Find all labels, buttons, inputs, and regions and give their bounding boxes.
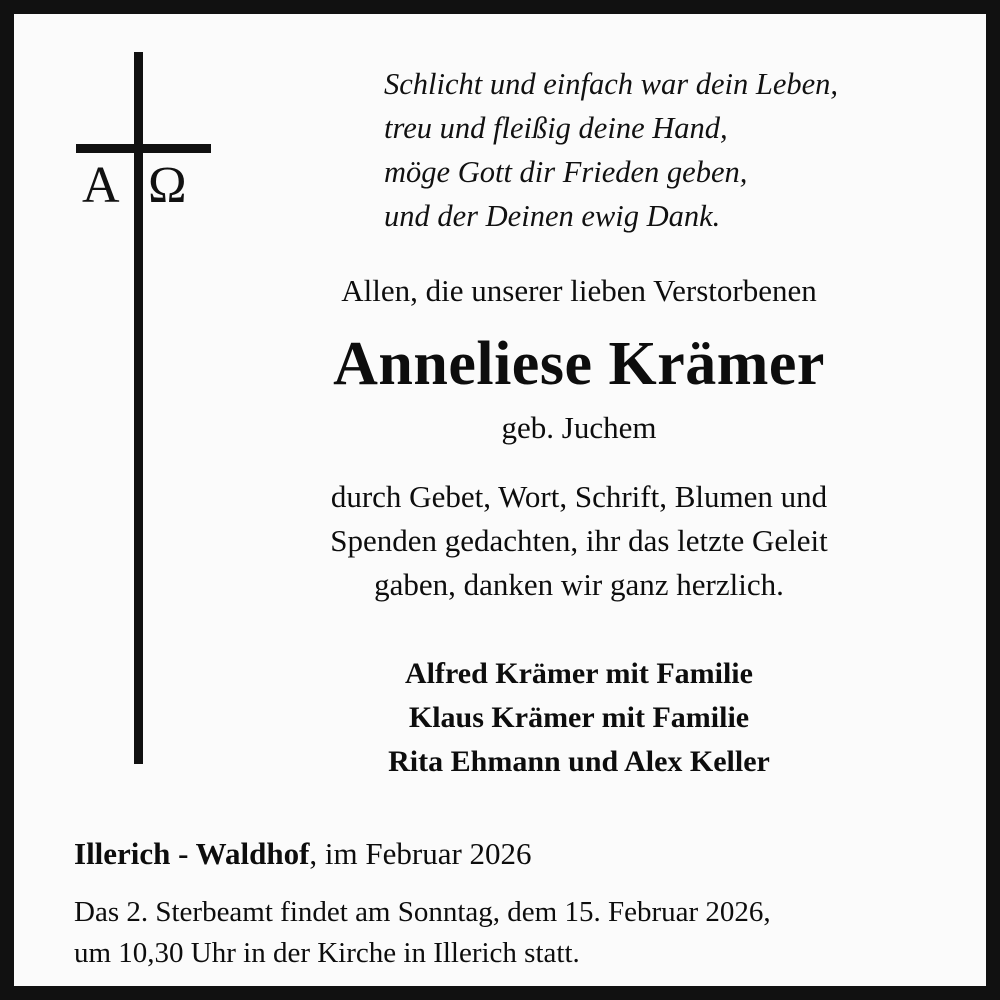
verse-line-1: Schlicht und einfach war dein Leben, (384, 67, 839, 101)
deceased-name: Anneliese Krämer (333, 330, 825, 398)
list-item: Rita Ehmann und Alex Keller (388, 745, 770, 778)
place-name: Illerich - Waldhof (74, 836, 310, 871)
maiden-name: geb. Juchem (501, 410, 657, 445)
thanks-text (184, 475, 974, 607)
signatories-list (184, 652, 974, 784)
service-info (74, 892, 974, 974)
date-text: , im Februar 2026 (309, 836, 532, 871)
notice-body (184, 269, 974, 607)
memorial-verse (384, 62, 964, 238)
intro-text: Allen, die unserer lieben Verstorbenen (341, 273, 817, 308)
omega-letter: Ω (148, 157, 187, 214)
verse-line-3: möge Gott dir Frieden geben, (384, 155, 748, 189)
verse-line-2: treu und fleißig deine Hand, (384, 111, 728, 145)
cross-horizontal-bar (76, 144, 211, 153)
notice-footer (74, 832, 974, 974)
verse-line-4: und der Deinen ewig Dank. (384, 199, 721, 233)
service-line-2: um 10,30 Uhr in der Kirche in Illerich statt. (74, 937, 580, 969)
obituary-inner (14, 14, 986, 986)
thanks-line-3: gaben, danken wir ganz herzlich. (374, 567, 784, 602)
cross-vertical-bar (134, 52, 143, 764)
service-line-1: Das 2. Sterbeamt findet am Sonntag, dem 15. Februar 2026, (74, 896, 771, 928)
list-item: Alfred Krämer mit Familie (405, 657, 753, 690)
alpha-letter: A (82, 157, 120, 214)
thanks-line-2: Spenden gedachten, ihr das letzte Geleit (330, 523, 828, 558)
list-item: Klaus Krämer mit Familie (408, 701, 750, 734)
place-date-line (74, 832, 974, 876)
thanks-line-1: durch Gebet, Wort, Schrift, Blumen und (330, 479, 828, 514)
